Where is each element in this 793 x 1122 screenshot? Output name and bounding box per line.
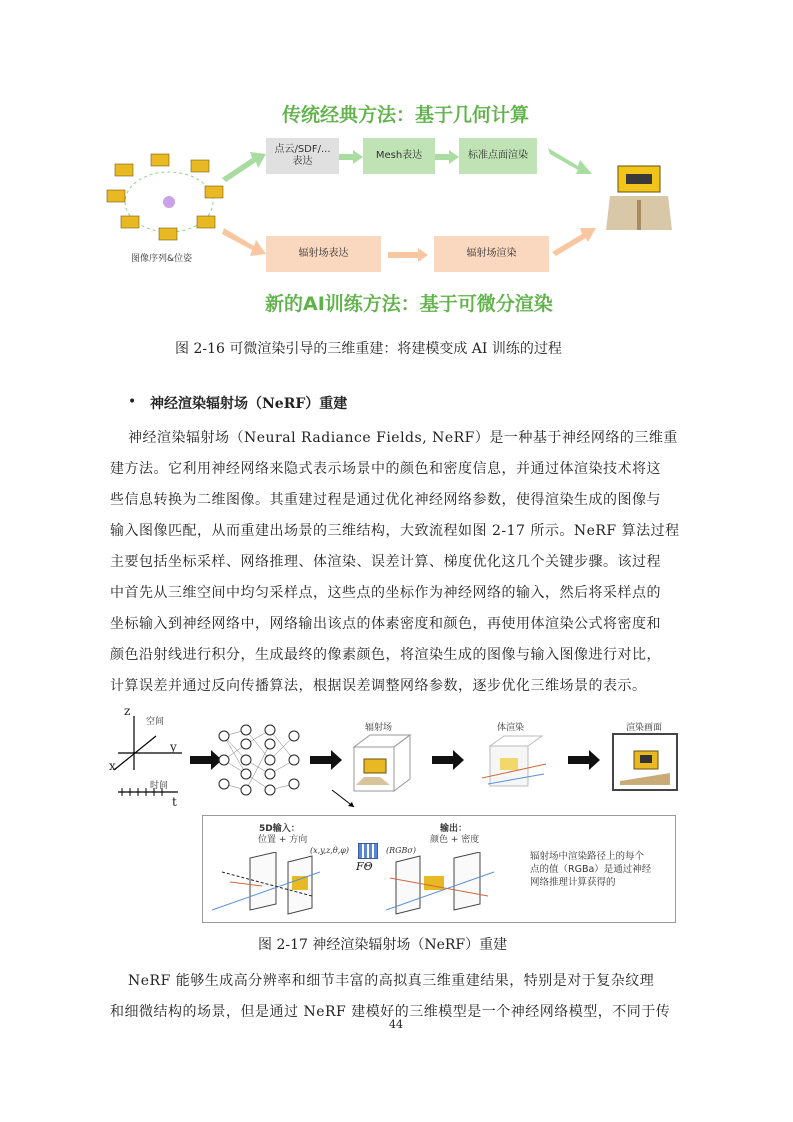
nerf-note-line: 点的值（RGBa）是通过神经 bbox=[530, 864, 652, 875]
box-mesh: Mesh表达 bbox=[363, 138, 435, 174]
paragraph-nerf-pros bbox=[110, 966, 702, 1028]
arrow-to-pointcloud bbox=[222, 148, 268, 182]
excavator-thumb bbox=[107, 154, 223, 240]
flow-arrow-3 bbox=[432, 756, 454, 764]
arrow-to-standard-render bbox=[435, 150, 459, 164]
radiance-field-cube bbox=[350, 733, 414, 795]
paragraph-line: 中首先从三维空间中均匀采样点，这些点的坐标作为神经网络的输入，然后将采样点的 bbox=[110, 585, 661, 601]
network-block bbox=[358, 843, 378, 859]
flow-arrow-1 bbox=[190, 756, 212, 764]
paragraph-line: 些信息转换为二维图像。其重建过程是通过优化神经网络参数，使得渲染生成的图像与 bbox=[110, 492, 661, 508]
box-standard-render: 标准点面渲染 bbox=[459, 138, 537, 174]
axis-t-label: t bbox=[172, 795, 177, 809]
paragraph-line: 神经渲染辐射场（Neural Radiance Fields, NeRF）是一种基于神经网络的三维重 bbox=[128, 430, 678, 446]
fig216-caption: 图 2-16 可微渲染引导的三维重建：将建模变成 AI 训练的过程 bbox=[175, 341, 562, 357]
section-bullet: • bbox=[128, 394, 137, 410]
volume-render-label: 体渲染 bbox=[497, 723, 525, 733]
input-image-cluster bbox=[105, 150, 235, 250]
arrow-to-radiance-field bbox=[222, 228, 268, 258]
render-result-label: 渲染画面 bbox=[626, 723, 663, 733]
output-formula: (RGBσ) bbox=[386, 846, 416, 855]
input-5d-sub: 位置 + 方向 bbox=[258, 835, 308, 845]
input-5d-label: 5D输入： bbox=[259, 824, 300, 834]
flow-arrow-2 bbox=[310, 756, 332, 764]
neural-network-diagram bbox=[216, 722, 302, 798]
output-label: 输出： bbox=[440, 824, 468, 834]
fig217-caption: 图 2-17 神经渲染辐射场（NeRF）重建 bbox=[258, 937, 508, 953]
time-label: 时间 bbox=[150, 781, 169, 791]
nerf-note-line: 辐射场中渲染路径上的每个 bbox=[530, 851, 645, 862]
paragraph-line: 建方法。它利用神经网络来隐式表示场景中的颜色和密度信息，并通过体渲染技术将这 bbox=[110, 461, 661, 477]
paragraph-line: 计算误差并通过反向传播算法，根据误差调整网络参数，逐步优化三维场景的表示。 bbox=[110, 678, 647, 694]
section-heading: 神经渲染辐射场（NeRF）重建 bbox=[150, 396, 348, 412]
arrow-to-output-bottom bbox=[552, 222, 598, 256]
paragraph-line: 输入图像匹配，从而重建出场景的三维结构，大致流程如图 2-17 所示。NeRF 算法过程 bbox=[110, 523, 680, 539]
arrow-to-radiance-render bbox=[388, 248, 428, 262]
box-pointcloud-sdf: 点云/SDF/... 表达 bbox=[266, 138, 339, 174]
box-radiance-render: 辐射场渲染 bbox=[434, 236, 549, 272]
ray-diagram-left bbox=[212, 852, 322, 918]
volume-render-diagram bbox=[482, 734, 548, 792]
page-number: 44 bbox=[389, 1018, 403, 1031]
radiance-field-label: 辐射场 bbox=[365, 723, 393, 733]
arrow-to-mesh bbox=[339, 150, 363, 164]
render-result-image bbox=[612, 733, 678, 791]
paragraph-line: NeRF 能够生成高分辨率和细节丰富的高拟真三维重建结果，特别是对于复杂纹理 bbox=[128, 973, 655, 989]
paragraph-line: 颜色沿射线进行积分，生成最终的像素颜色，将渲染生成的图像与输入图像进行对比， bbox=[110, 647, 661, 663]
fig216-bottom-title: 新的AI训练方法：基于可微分渲染 bbox=[265, 293, 553, 315]
paragraph-nerf-intro bbox=[110, 423, 702, 702]
network-symbol: FΘ bbox=[356, 860, 373, 873]
axis-x-label: x bbox=[109, 759, 116, 773]
axis-z-label: z bbox=[124, 704, 131, 718]
arrow-to-output-top bbox=[548, 142, 594, 176]
output-sub: 颜色 + 密度 bbox=[430, 835, 480, 845]
box-radiance-field: 辐射场表达 bbox=[266, 236, 381, 272]
fig216-top-title: 传统经典方法：基于几何计算 bbox=[282, 104, 530, 126]
axis-y-label: y bbox=[170, 740, 177, 754]
space-label: 空间 bbox=[146, 717, 165, 727]
flow-arrow-4 bbox=[568, 756, 590, 764]
fig216-input-label: 图像序列&位姿 bbox=[131, 254, 193, 264]
output-excavator-image bbox=[606, 160, 672, 230]
zoom-pointer-line bbox=[330, 788, 358, 810]
input-formula: (x,y,z,θ,φ) bbox=[310, 846, 350, 855]
paragraph-line: 和细微结构的场景，但是通过 NeRF 建模好的三维模型是一个神经网络模型，不同于传 bbox=[110, 1004, 671, 1020]
ray-diagram-right bbox=[386, 852, 496, 918]
paragraph-line: 坐标输入到神经网络中，网络输出该点的体素密度和颜色，再使用体渲染公式将密度和 bbox=[110, 616, 661, 632]
nerf-note-line: 网络推理计算获得的 bbox=[530, 877, 616, 888]
paragraph-line: 主要包括坐标采样、网络推理、体渲染、误差计算、梯度优化这几个关键步骤。该过程 bbox=[110, 554, 661, 570]
